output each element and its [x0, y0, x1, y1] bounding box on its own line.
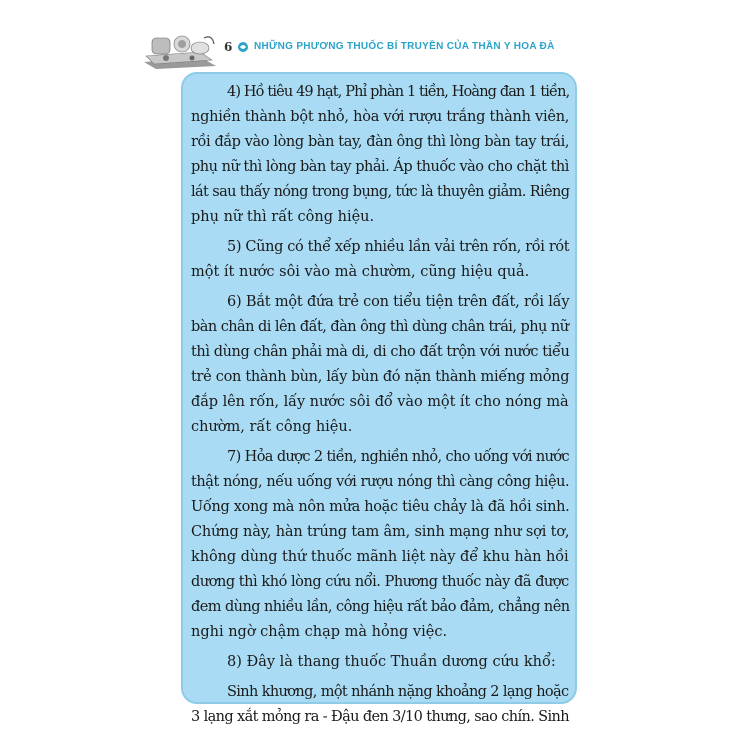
paragraph-ingredients	[191, 680, 569, 730]
text-line: chườm, rất công hiệu.	[191, 419, 353, 435]
paragraph-recipe-6	[191, 290, 569, 440]
page-number: 6	[224, 40, 233, 54]
text-line: 3 lạng xắt mỏng ra - Đậu đen 3/10 thưng, sao chín. Sinh	[191, 709, 569, 725]
text-line: một ít nước sôi vào mà chườm, cũng hiệu quả.	[191, 264, 530, 280]
text-panel	[181, 72, 577, 725]
text-line: phụ nữ thì lòng bàn tay phải. Áp thuốc vào cho chặt thì	[191, 159, 569, 175]
text-line: lát sau thấy nóng trong bụng, tức là thuyên giảm. Riêng	[191, 184, 570, 200]
text-line: đem dùng nhiều lần, công hiệu rất bảo đảm, chẳng nên	[191, 599, 570, 615]
text-line: nghi ngờ chậm chạp mà hỏng việc.	[191, 624, 448, 640]
body-text	[191, 80, 569, 735]
paragraph-recipe-7	[191, 445, 569, 645]
text-line: không dùng thứ thuốc mãnh liệt này để khu hàn hồi	[191, 549, 569, 565]
text-line: thật nóng, nếu uống với rượu nóng thì càng công hiệu.	[191, 474, 570, 490]
text-line: Sinh khương, một nhánh nặng khoảng 2 lạng hoặc	[227, 684, 569, 700]
page-header	[142, 28, 602, 72]
text-line: Uống xong mà nôn mửa hoặc tiêu chảy là đã hồi sinh.	[191, 499, 570, 515]
text-line: đắp lên rốn, lấy nước sôi đổ vào một ít cho nóng mà	[191, 394, 569, 410]
text-line: 6) Bắt một đứa trẻ con tiểu tiện trên đất, rồi lấy	[227, 294, 570, 310]
text-line: Chứng này, hàn trúng tam âm, sinh mạng như sợi tơ,	[191, 524, 570, 540]
paragraph-recipe-8	[191, 650, 569, 675]
text-line: 7) Hỏa dược 2 tiền, nghiền nhỏ, cho uống với nước	[227, 449, 570, 465]
paragraph-recipe-4	[191, 80, 569, 230]
text-line: bàn chân di lên đất, đàn ông thì dùng chân trái, phụ nữ	[191, 319, 569, 335]
text-line: rồi đắp vào lòng bàn tay, đàn ông thì lòng bàn tay trái,	[191, 134, 570, 150]
text-line: 4) Hồ tiêu 49 hạt, Phỉ phàn 1 tiền, Hoàng đan 1 tiền,	[227, 84, 570, 100]
running-title: NHỮNG PHƯƠNG THUỐC BÍ TRUYỀN CỦA THẦN Y HOA ĐÀ	[254, 41, 555, 52]
text-line: dương thì khó lòng cứu nổi. Phương thuốc này đã được	[191, 574, 569, 590]
text-line: thì dùng chân phải mà di, di cho đất trộn với nước tiểu	[191, 344, 570, 360]
book-illustration-icon	[142, 32, 220, 70]
paragraph-recipe-5	[191, 235, 569, 285]
text-line: 8) Đây là thang thuốc Thuần dương cứu khổ:	[227, 654, 556, 670]
text-line: trẻ con thành bùn, lấy bùn đó nặn thành miếng mỏng	[191, 369, 570, 385]
swirl-ornament-icon	[237, 41, 249, 53]
text-line: phụ nữ thì rất công hiệu.	[191, 209, 375, 225]
text-line: 5) Cũng có thể xếp nhiều lần vải trên rốn, rồi rót	[227, 239, 570, 255]
text-line: nghiền thành bột nhỏ, hòa với rượu trắng thành viên,	[191, 109, 570, 125]
